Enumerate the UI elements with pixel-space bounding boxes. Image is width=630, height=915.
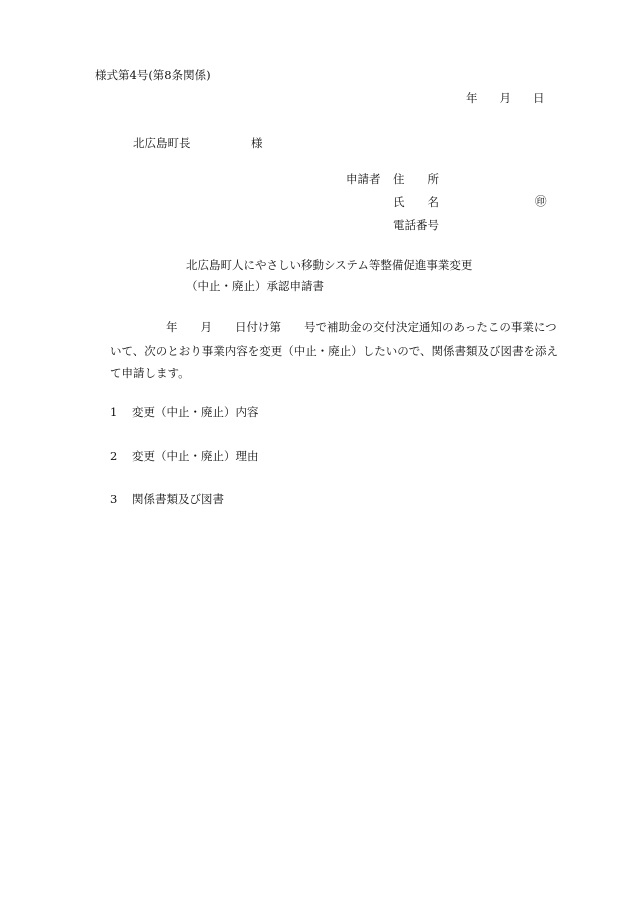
date-year-label: 年 [466, 91, 478, 105]
list-item-label: 変更（中止・廃止）理由 [132, 449, 259, 463]
applicant-label: 申請者 [346, 172, 381, 186]
date-day-label: 日 [533, 91, 545, 105]
body-text-line-2: いて、次のとおり事業内容を変更（中止・廃止）したいので、関係書類及び図書を添え [110, 344, 559, 358]
list-item-label: 変更（中止・廃止）内容 [132, 405, 259, 419]
form-number: 様式第4号(第8条関係) [95, 68, 211, 82]
list-item [110, 494, 224, 506]
name-label: 氏 名 [393, 195, 439, 209]
date-fields [466, 93, 545, 105]
document-title-line-1: 北広島町人にやさしい移動システム等整備促進事業変更 [186, 258, 473, 272]
seal-mark: ㊞ [535, 194, 547, 208]
list-item [110, 407, 259, 419]
list-item-label: 関係書類及び図書 [132, 492, 224, 506]
body-text-line-1: 年 月 日付け第 号で補助金の交付決定通知のあったこの事業につ [166, 320, 557, 334]
list-item [110, 451, 259, 463]
list-item-number: 3 [110, 492, 118, 506]
addressee-honorific: 様 [251, 136, 263, 150]
body-text-line-3: て申請します。 [110, 366, 190, 380]
date-month-label: 月 [499, 91, 511, 105]
address-label: 住 所 [393, 172, 439, 186]
list-item-number: 2 [110, 449, 118, 463]
addressee-name: 北広島町長 [133, 136, 191, 150]
document-title-line-2: （中止・廃止）承認申請書 [186, 279, 324, 293]
phone-label: 電話番号 [393, 218, 439, 232]
list-item-number: 1 [110, 405, 118, 419]
